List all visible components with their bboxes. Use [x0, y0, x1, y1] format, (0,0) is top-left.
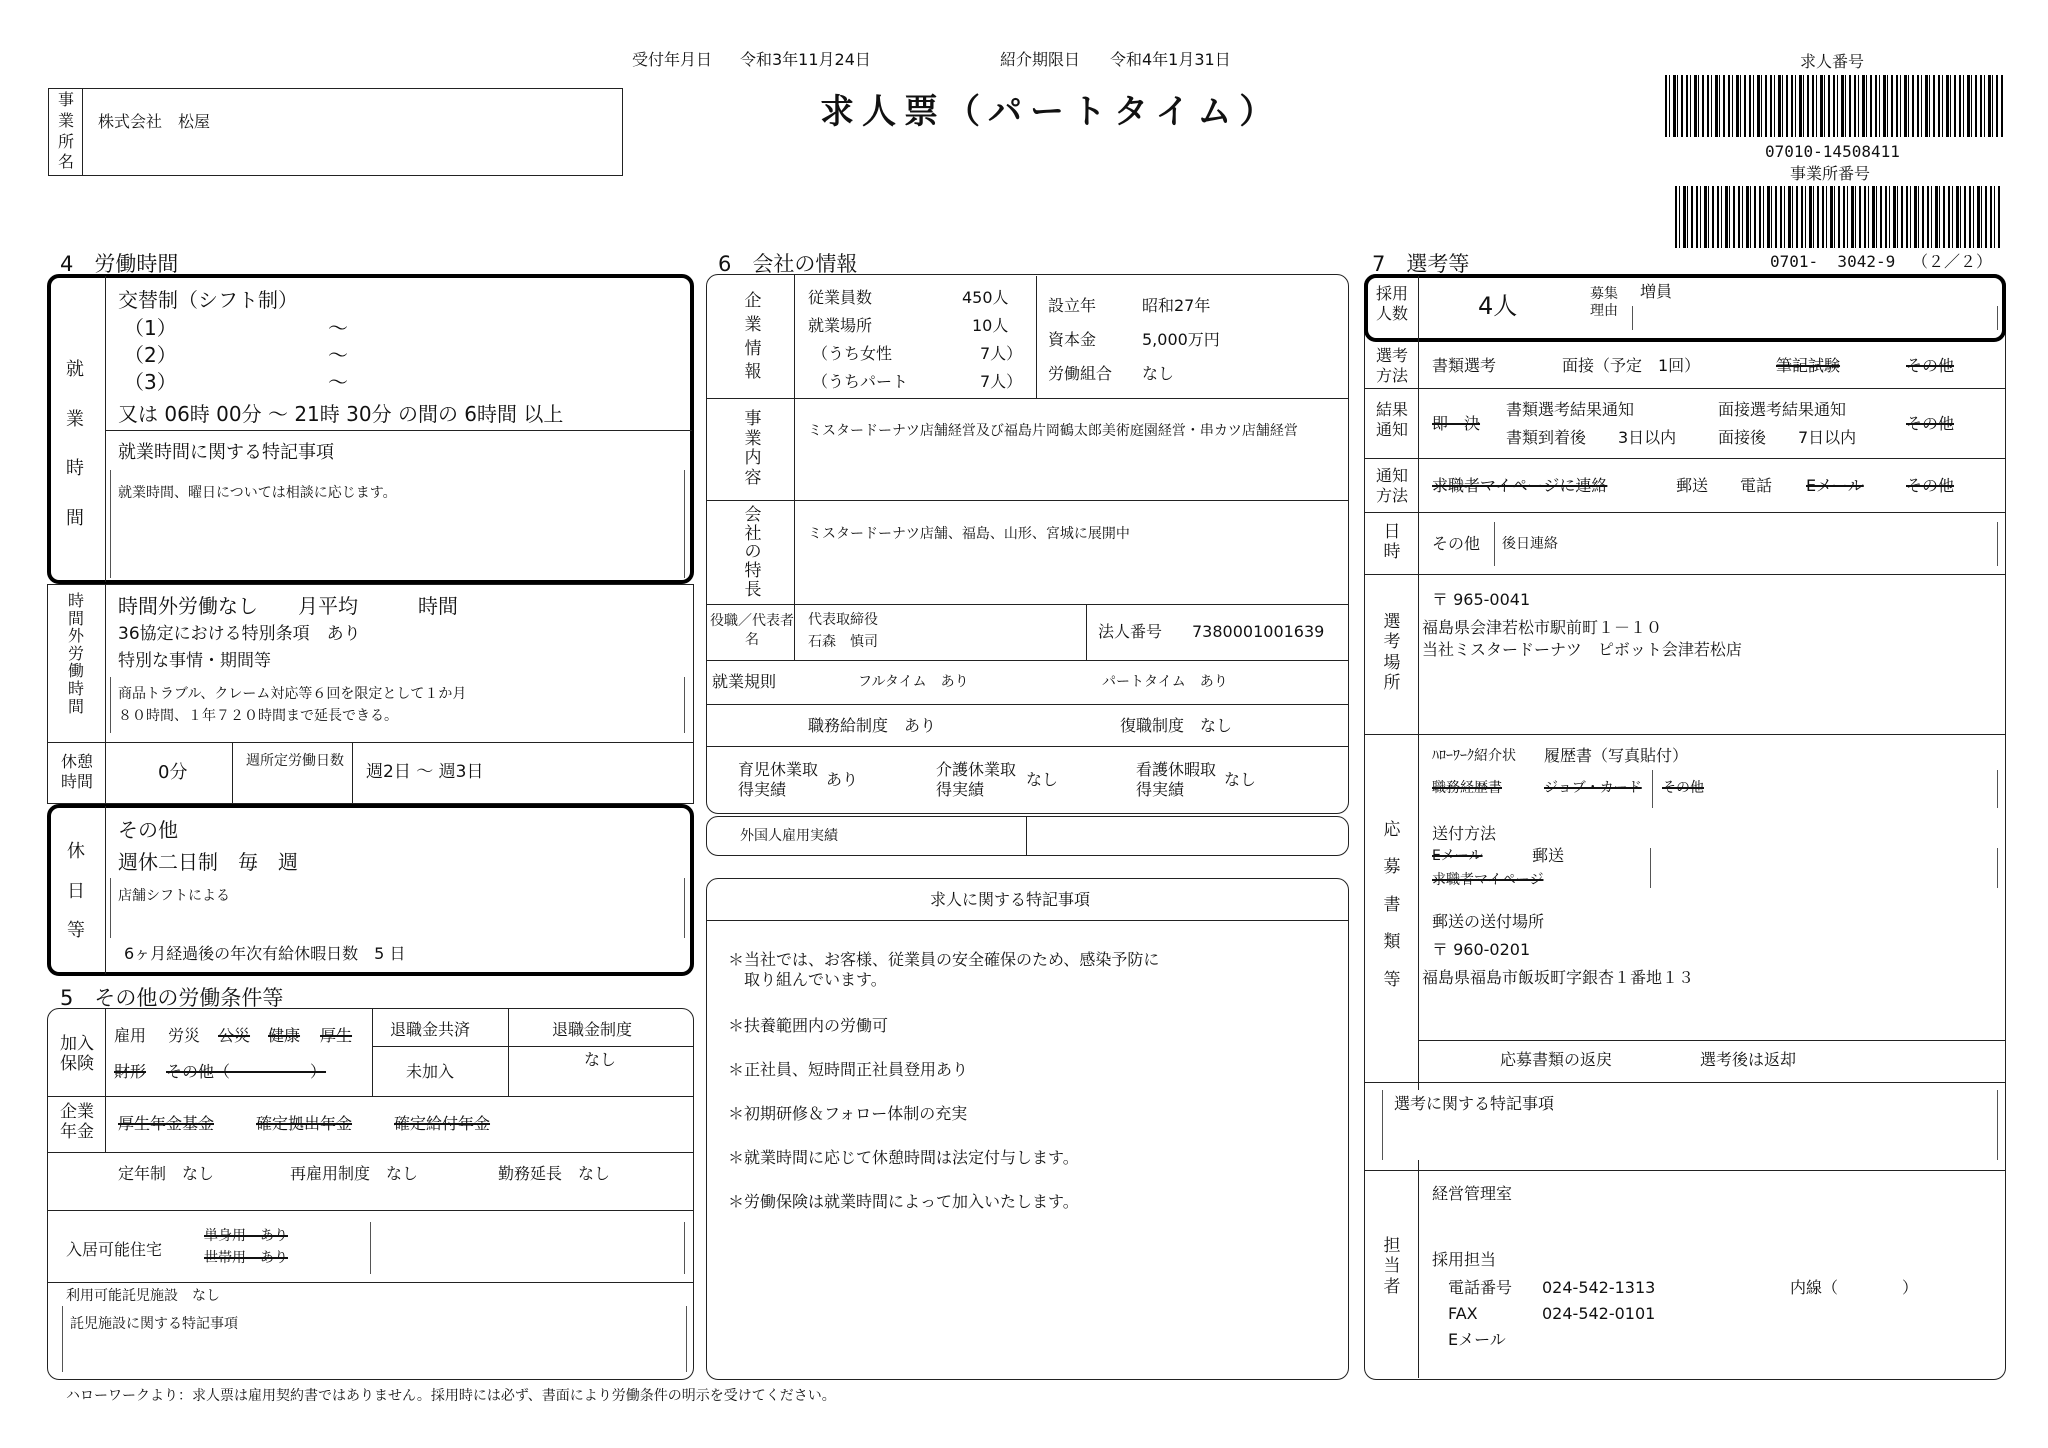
limit-label: 紹介期限日 [1000, 50, 1081, 69]
note-6: ＊労働保険は就業時間によって加入いたします。 [728, 1192, 1079, 1211]
holiday-2: 週休二日制 毎 週 [118, 850, 298, 874]
retire-system-label: 退職金制度 [552, 1020, 633, 1039]
shift-2: （2） [124, 343, 177, 367]
ins-public: 公災 [218, 1026, 251, 1045]
note-2: ＊扶養範囲内の労働可 [728, 1016, 889, 1035]
careleave-label: 介護休業取得実績 [936, 760, 1017, 799]
pension-fund: 厚生年金基金 [118, 1114, 215, 1133]
mail-address: 福島県福島市飯坂町字銀杏１番地１３ [1422, 968, 1695, 987]
mail-place-label: 郵送の送付場所 [1432, 912, 1545, 931]
weekdays-label: 週所定労働日数 [246, 753, 344, 769]
rules-part: パートタイム あり [1102, 674, 1228, 690]
footer-note: ハローワークより：求人票は雇用契約書ではありません。採用時には必ず、書面により労働条件の明示を受けてください。 [66, 1388, 836, 1404]
tel: 024-542-1313 [1542, 1278, 1656, 1297]
mail-zip: 〒 960-0201 [1432, 940, 1531, 959]
result-other: その他 [1906, 414, 1955, 433]
job-barcode [1665, 75, 2005, 137]
shift-2-tilde: ～ [328, 343, 348, 367]
retire-system: なし [584, 1050, 617, 1069]
reason: 増員 [1640, 282, 1673, 301]
doc-other-bracket [1652, 770, 1998, 808]
company-box [48, 88, 623, 176]
childcare-note: 託児施設に関する特記事項 [70, 1316, 238, 1332]
job-no-label: 求人番号 [1800, 52, 1865, 71]
holiday-1: その他 [118, 818, 178, 842]
date-bracket [1494, 522, 1998, 566]
fax-label: FAX [1448, 1304, 1478, 1323]
place-zip: 〒 965-0041 [1432, 590, 1531, 609]
foreign-label: 外国人雇用実績 [740, 828, 838, 844]
rules-label: 就業規則 [712, 672, 777, 691]
founded: 昭和27年 [1142, 296, 1211, 315]
shift-3-tilde: ～ [328, 370, 348, 394]
housing-family: 世帯用 あり [204, 1250, 288, 1266]
housing-bracket [370, 1222, 685, 1274]
childleave-label: 育児休業取得実績 [738, 760, 819, 799]
workplace-value: 10人 [972, 316, 1009, 335]
date-other: その他 [1432, 534, 1481, 553]
ins-health: 健康 [268, 1026, 301, 1045]
job-pay: 職務給制度 あり [808, 716, 937, 735]
reason-bracket [1632, 306, 1998, 330]
contact-dept: 経営管理室 [1432, 1184, 1513, 1203]
part-value: 7人） [980, 372, 1023, 391]
corp-no: 7380001001639 [1192, 622, 1325, 641]
place-address-2: 当社ミスタードーナツ ピボット会津若松店 [1422, 640, 1742, 659]
company-name: 株式会社 松屋 [98, 112, 211, 131]
housing-label: 入居可能住宅 [66, 1240, 163, 1259]
nursing: なし [1224, 770, 1257, 789]
work-notes-label: 就業時間に関する特記事項 [118, 442, 334, 463]
ins-workers: 労災 [168, 1026, 201, 1045]
women-value: 7人） [980, 344, 1023, 363]
result-interview: 面接後 7日以内 [1718, 428, 1857, 447]
received-label: 受付年月日 [632, 50, 713, 69]
shift-1-tilde: ～ [328, 316, 348, 340]
rep-name: 石森 慎司 [808, 634, 878, 650]
ins-welfare: 厚生 [320, 1026, 353, 1045]
notify-other: その他 [1906, 476, 1955, 495]
return: 選考後は返却 [1700, 1050, 1797, 1069]
notify-mail: 郵送 [1676, 476, 1709, 495]
note-3: ＊正社員、短時間正社員登用あり [728, 1060, 969, 1079]
shift-1: （1） [124, 316, 177, 340]
hire-label: 採用 人数 [1375, 284, 1408, 323]
place-label: 選 考 場 所 [1383, 612, 1401, 694]
retire-mutual: 未加入 [406, 1062, 455, 1081]
careleave: なし [1026, 770, 1059, 789]
women-label: （うち女性 [812, 344, 893, 363]
pension-label: 企業 年金 [60, 1102, 94, 1143]
send-mypage: 求職者マイページ [1432, 872, 1544, 888]
doc-cv: 職務経歴書 [1432, 780, 1502, 796]
page-title: 求人票（パートタイム） [820, 92, 1282, 132]
workplace-label: 就業場所 [808, 316, 873, 335]
office-no-label: 事業所番号 [1790, 164, 1871, 183]
feature: ミスタードーナツ店舗、福島、山形、宮城に展開中 [808, 526, 1130, 542]
page-number: （２／２） [1912, 252, 1993, 271]
pension-db: 確定給付年金 [394, 1114, 491, 1133]
break-value: 0分 [158, 762, 188, 783]
section-6-heading: 6 会社の情報 [718, 252, 858, 276]
company-info-label: 企 業 情 報 [744, 291, 762, 383]
overtime: 時間外労働なし 月平均 時間 [118, 594, 458, 618]
sel-notes-label: 選考に関する特記事項 [1394, 1094, 1555, 1113]
method-label: 選考 方法 [1375, 346, 1408, 385]
fax: 024-542-0101 [1542, 1304, 1656, 1323]
holiday-bracket [110, 878, 685, 938]
shift-3: （3） [124, 370, 177, 394]
company-info-box [706, 274, 1349, 814]
job-notes-title: 求人に関する特記事項 [930, 890, 1091, 909]
childcare: 利用可能託児施設 なし [66, 1288, 220, 1304]
or-range: 又は 06時 00分 ～ 21時 30分 の間の 6時間 以上 [118, 402, 564, 426]
retire-mutual-label: 退職金共済 [390, 1020, 471, 1039]
paid-leave: 6ヶ月経過後の年次有給休暇日数 5 日 [124, 944, 406, 963]
date-label: 日 時 [1383, 522, 1401, 563]
limit-date: 令和4年1月31日 [1110, 50, 1231, 69]
notify-label: 通知 方法 [1375, 466, 1408, 505]
part-label: （うちパート [812, 372, 909, 391]
nursing-label: 看護休暇取得実績 [1136, 760, 1217, 799]
rules-full: フルタイム あり [858, 674, 969, 690]
notify-phone: 電話 [1740, 476, 1773, 495]
notify-mypage: 求職者マイページに連絡 [1432, 476, 1608, 495]
employees-label: 従業員数 [808, 288, 873, 307]
doc-referral: ﾊﾛｰﾜｰｸ紹介状 [1432, 748, 1516, 764]
shift-label: 交替制（シフト制） [118, 288, 298, 312]
contact-person: 採用担当 [1432, 1250, 1497, 1269]
result-docs-label: 書類選考結果通知 [1506, 400, 1635, 419]
break-label: 休憩 時間 [60, 752, 93, 791]
doc-other: その他 [1662, 780, 1704, 796]
business: ミスタードーナツ店舗経営及び福島片岡鶴太郎美術庭園経営・串カツ店舗経営 [808, 423, 1298, 439]
method-other: その他 [1906, 356, 1955, 375]
extension: 勤務延長 なし [498, 1164, 611, 1183]
housing-single: 単身用 あり [204, 1228, 288, 1244]
insurance-label: 加入 保険 [60, 1034, 94, 1075]
capital: 5,000万円 [1142, 330, 1220, 349]
ins-asset: 財形 [114, 1062, 147, 1081]
note-1: ＊当社では、お客様、従業員の安全確保のため、感染予防に 取り組んでいます。 [728, 950, 1160, 989]
return-label: 応募書類の返戻 [1500, 1050, 1613, 1069]
special-text: 商品トラブル、クレーム対応等６回を限定として１か月 ８０時間、１年７２０時間まで延長できる。 [118, 686, 467, 724]
reason-label: 募集理由 [1590, 286, 1618, 319]
result-immediate: 即 決 [1432, 414, 1481, 433]
special-label: 特別な事情・期間等 [118, 651, 271, 671]
email-label: Eメール [1448, 1330, 1506, 1349]
extension-field: 内線（ ） [1790, 1278, 1919, 1297]
feature-label: 会 社 の 特 長 [744, 505, 762, 600]
method-interview: 面接（予定 1回） [1562, 356, 1701, 375]
company-label: 事 業 所 名 [57, 90, 74, 172]
result-docs: 書類到着後 3日以内 [1506, 428, 1677, 447]
reinstate: 復職制度 なし [1120, 716, 1233, 735]
union-label: 労働組合 [1048, 364, 1113, 383]
retire-age: 定年制 なし [118, 1164, 215, 1183]
result-interview-label: 面接選考結果通知 [1718, 400, 1847, 419]
founded-label: 設立年 [1048, 296, 1097, 315]
note-4: ＊初期研修＆フォロー体制の充実 [728, 1104, 968, 1123]
tel-label: 電話番号 [1448, 1278, 1513, 1297]
business-label: 事 業 内 容 [744, 409, 762, 488]
notify-email: Eメール [1806, 476, 1864, 495]
rep-label: 役職／代表者名 [710, 613, 794, 648]
office-no: 0701- 3042-9 [1770, 252, 1896, 271]
received-date: 令和3年11月24日 [740, 50, 871, 69]
pension-dc: 確定拠出年金 [256, 1114, 353, 1133]
holiday-note: 店舗シフトによる [118, 888, 230, 904]
method-written: 筆記試験 [1776, 356, 1841, 375]
doc-jobcard: ジョブ・カード [1544, 780, 1642, 796]
contact-label: 担 当 者 [1383, 1236, 1401, 1297]
doc-resume: 履歴書（写真貼付） [1544, 746, 1689, 765]
weekdays: 週2日 ～ 週3日 [366, 762, 484, 782]
send-email: Eメール [1432, 848, 1483, 864]
docs-label: 応 募 書 類 等 [1383, 820, 1401, 990]
art36: 36協定における特別条項 あり [118, 624, 361, 644]
job-no: 07010-14508411 [1765, 142, 1900, 161]
rep-title: 代表取締役 [808, 612, 878, 628]
ins-other: その他（ ） [166, 1062, 327, 1081]
capital-label: 資本金 [1048, 330, 1097, 349]
employees-value: 450人 [962, 288, 1009, 307]
section-4-heading: 4 労働時間 [60, 252, 179, 276]
send-bracket [1650, 848, 1998, 888]
note-5: ＊就業時間に応じて休憩時間は法定付与します。 [728, 1148, 1079, 1167]
overtime-label: 時 間 外 労 働 時 間 [67, 591, 84, 716]
section-5-heading: 5 その他の労働条件等 [60, 986, 284, 1010]
send-label: 送付方法 [1432, 824, 1497, 843]
place-address: 福島県会津若松市駅前町１－１０ [1422, 618, 1663, 637]
ins-employment: 雇用 [114, 1026, 147, 1045]
corp-no-label: 法人番号 [1098, 622, 1163, 641]
result-label: 結果 通知 [1375, 400, 1408, 439]
work-notes: 就業時間、曜日については相談に応じます。 [118, 485, 397, 501]
holiday-label: 休 日 等 [67, 841, 85, 942]
childleave: あり [826, 770, 859, 789]
work-hours-label: 就 業 時 間 [66, 359, 84, 529]
union: なし [1142, 364, 1175, 383]
section-7-heading: 7 選考等 [1372, 252, 1470, 276]
send-mail: 郵送 [1532, 846, 1565, 865]
office-barcode [1675, 186, 2000, 248]
rehire: 再雇用制度 なし [290, 1164, 419, 1183]
hire-count: 4人 [1478, 292, 1518, 320]
date-value: 後日連絡 [1502, 536, 1558, 552]
method-docs: 書類選考 [1432, 356, 1497, 375]
